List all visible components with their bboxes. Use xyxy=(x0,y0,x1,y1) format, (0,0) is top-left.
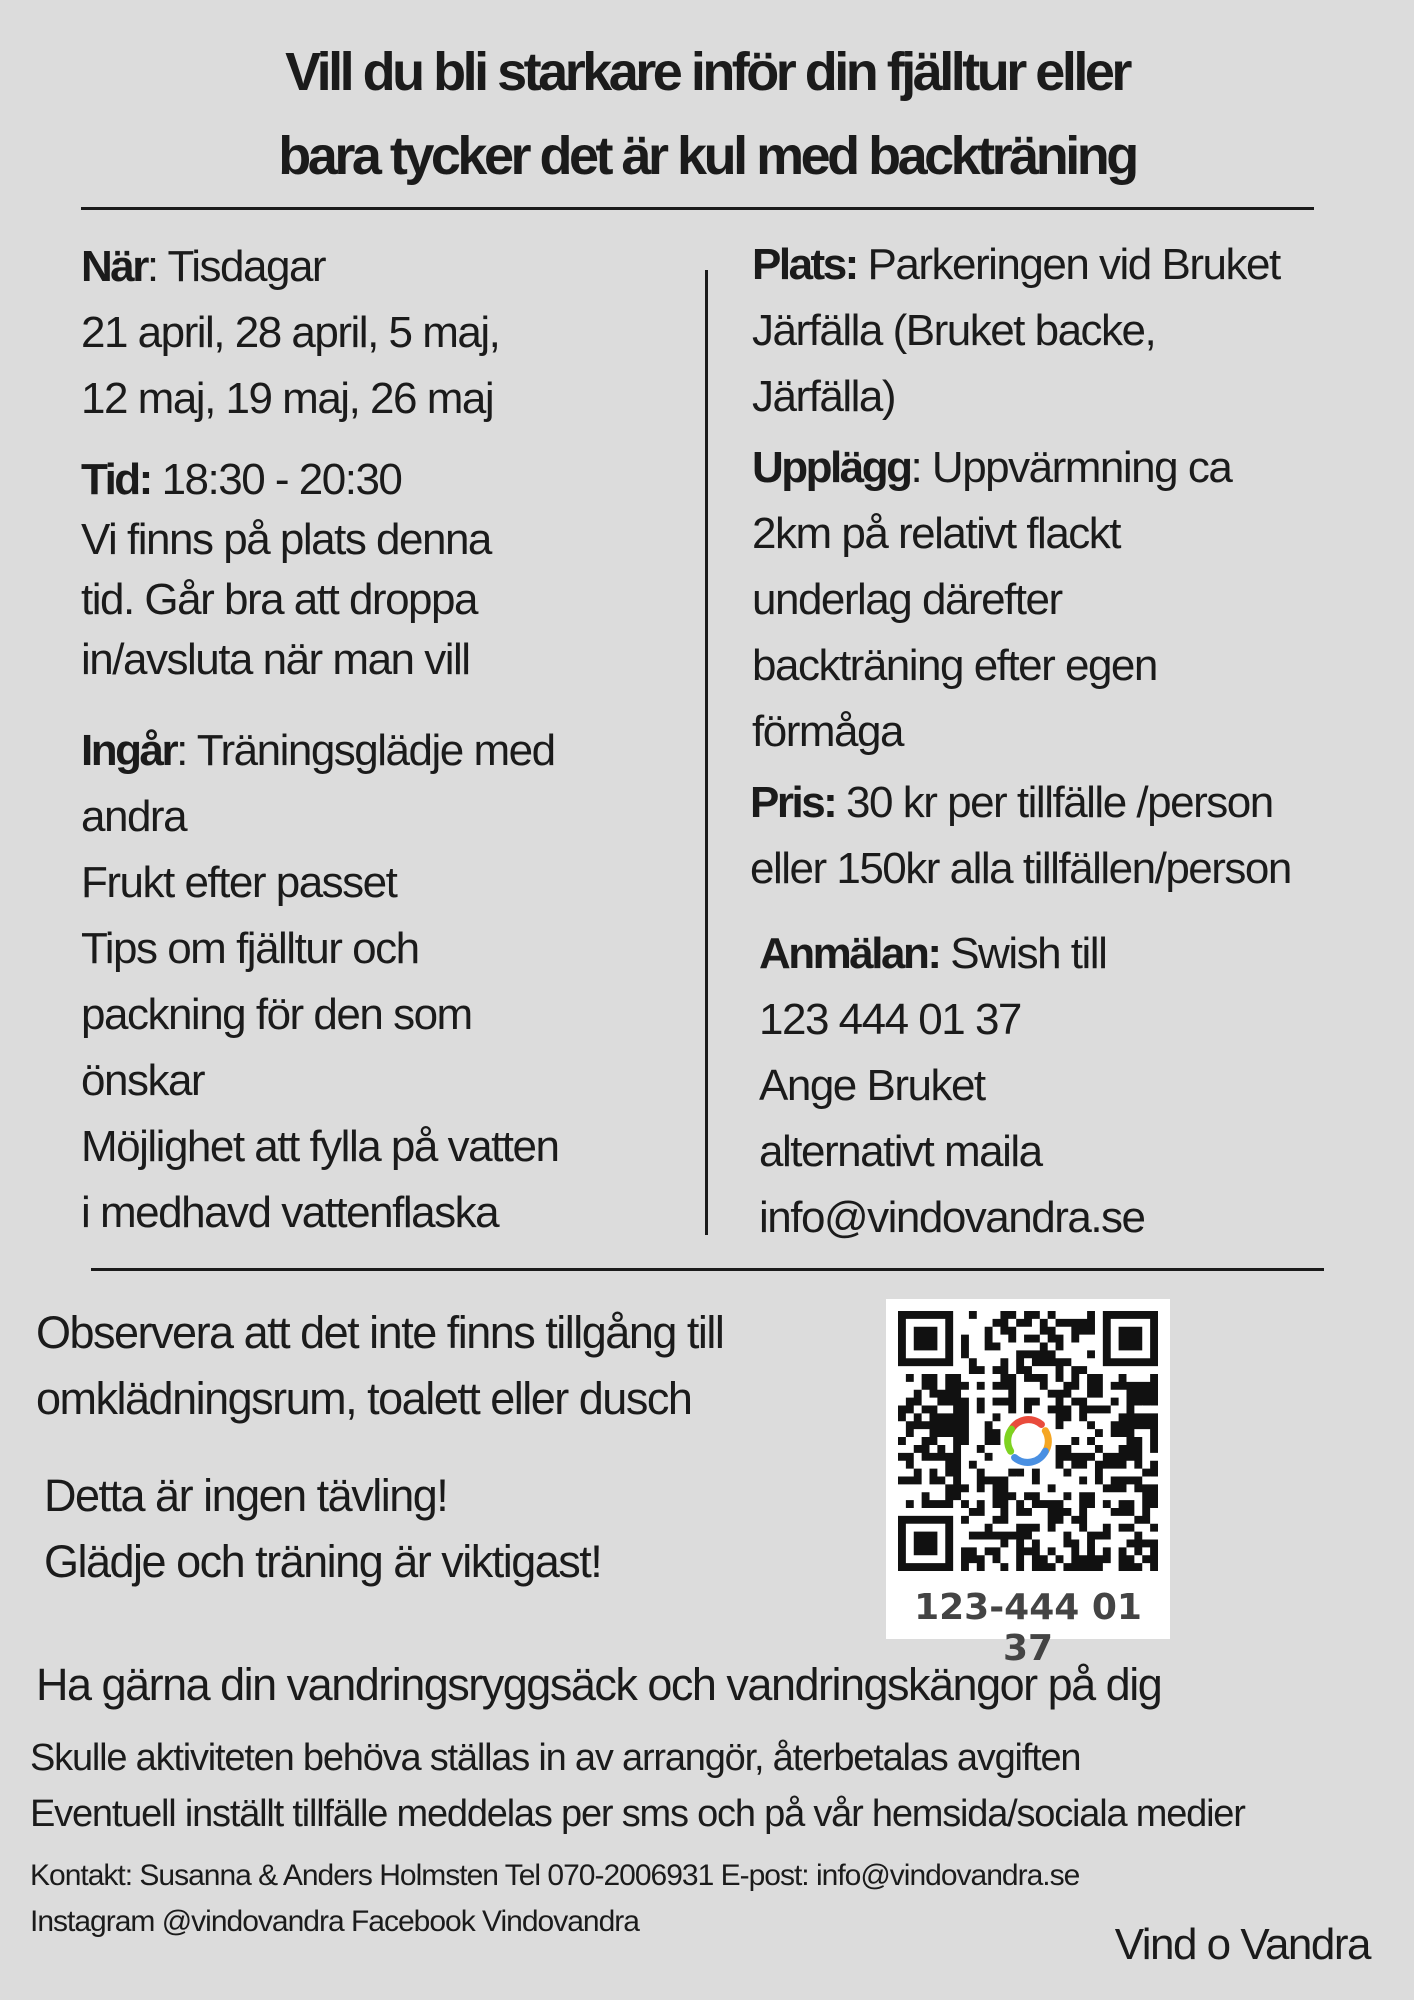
upplagg-line-2: 2km på relativt flackt xyxy=(752,509,1121,558)
ingar-line-3: Frukt efter passet xyxy=(81,858,397,907)
ingar-section xyxy=(81,718,558,1246)
plats-label: Plats: xyxy=(752,240,857,289)
contact-line-1: Kontakt: Susanna & Anders Holmsten Tel 070-2006931 E-post: info@vindovandra.se xyxy=(30,1859,1080,1892)
plats-line-3: Järfälla) xyxy=(752,372,895,421)
anmalan-label: Anmälan: xyxy=(759,929,940,978)
pris-section xyxy=(750,770,1291,902)
qr-code-icon xyxy=(898,1311,1158,1571)
title-line-1: Vill du bli starkare inför din fjälltur eller xyxy=(285,42,1129,102)
upplagg-label: Upplägg xyxy=(752,443,911,492)
aterbetalning-line-1: Skulle aktiviteten behöva ställas in av arrangör, återbetalas avgiften xyxy=(30,1737,1081,1779)
tid-label: Tid: xyxy=(81,455,151,504)
upplagg-section xyxy=(752,435,1231,765)
tid-note-line-3: in/avsluta när man vill xyxy=(81,635,470,684)
pris-label: Pris: xyxy=(750,778,836,827)
anmalan-value: Swish till xyxy=(939,929,1107,978)
anmalan-line-3: Ange Bruket xyxy=(759,1061,985,1110)
ingar-value: : Träningsglädje med xyxy=(176,726,555,775)
ingar-line-4: Tips om fjälltur och xyxy=(81,924,419,973)
swish-qr xyxy=(886,1299,1170,1669)
tavling-note xyxy=(44,1463,601,1595)
ingar-label: Ingår xyxy=(81,726,177,775)
observera-line-2: omklädningsrum, toalett eller dusch xyxy=(36,1373,692,1424)
upplagg-line-5: förmåga xyxy=(752,707,903,756)
ingar-line-5: packning för den som xyxy=(81,990,472,1039)
aterbetalning-line-2: Eventuell inställt tillfälle meddelas per sms och på vår hemsida/sociala medier xyxy=(30,1793,1245,1835)
upplagg-line-3: underlag därefter xyxy=(752,575,1062,624)
pris-value: 30 kr per tillfälle /person xyxy=(835,778,1273,827)
tid-note-line-2: tid. Går bra att droppa xyxy=(81,575,477,624)
ingar-line-2: andra xyxy=(81,792,187,841)
top-divider xyxy=(81,207,1314,210)
nar-section xyxy=(81,234,499,432)
pris-line-2: eller 150kr alla tillfällen/person xyxy=(750,844,1291,893)
middle-divider xyxy=(91,1268,1324,1271)
dates-line-2: 12 maj, 19 maj, 26 maj xyxy=(81,374,494,423)
title-line-2: bara tycker det är kul med backträning xyxy=(278,126,1136,186)
anmalan-line-4: alternativt maila xyxy=(759,1127,1042,1176)
aterbetalning-note xyxy=(30,1730,1245,1842)
anmalan-phone: 123 444 01 37 xyxy=(759,995,1021,1044)
upplagg-value: : Uppvärmning ca xyxy=(910,443,1232,492)
plats-value: Parkeringen vid Bruket xyxy=(856,240,1280,289)
ingar-line-6: önskar xyxy=(81,1056,205,1105)
qr-number: 123-444 01 37 xyxy=(914,1587,1142,1669)
observera-line-1: Observera att det inte finns tillgång till xyxy=(36,1307,724,1358)
anmalan-section xyxy=(759,921,1145,1251)
anmalan-email: info@vindovandra.se xyxy=(759,1193,1145,1242)
ingar-line-8: i medhavd vattenflaska xyxy=(81,1188,499,1237)
tid-section xyxy=(81,450,491,690)
upplagg-line-4: backträning efter egen xyxy=(752,641,1157,690)
contact-info xyxy=(30,1853,1079,1945)
signature: Vind o Vandra xyxy=(1114,1920,1370,1969)
tavling-line-2: Glädje och träning är viktigast! xyxy=(44,1536,602,1587)
ingar-line-7: Möjlighet att fylla på vatten xyxy=(81,1122,559,1171)
contact-line-2: Instagram @vindovandra Facebook Vindovandra xyxy=(30,1905,639,1938)
dates-line-1: 21 april, 28 april, 5 maj, xyxy=(81,308,500,357)
observera-note xyxy=(36,1300,723,1432)
nar-label: När xyxy=(81,242,147,291)
tid-value: 18:30 - 20:30 xyxy=(150,455,402,504)
tavling-line-1: Detta är ingen tävling! xyxy=(44,1470,448,1521)
plats-section xyxy=(752,232,1280,430)
plats-line-2: Järfälla (Bruket backe, xyxy=(752,306,1156,355)
tid-note-line-1: Vi finns på plats denna xyxy=(81,515,491,564)
column-divider xyxy=(705,270,708,1235)
ryggsack-note: Ha gärna din vandringsryggsäck och vandringskängor på dig xyxy=(36,1659,1162,1710)
page-title xyxy=(0,30,1414,198)
nar-value: : Tisdagar xyxy=(146,242,326,291)
